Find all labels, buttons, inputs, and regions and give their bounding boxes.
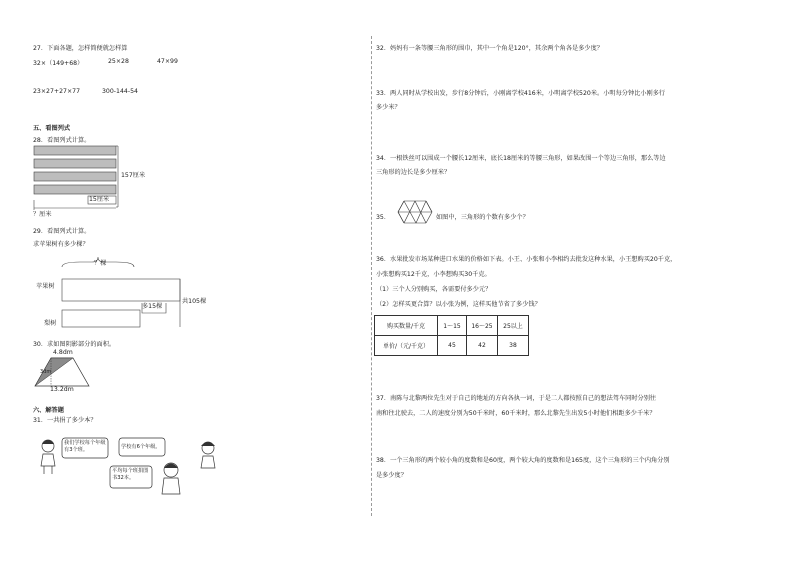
- section6-title: 六、解答题: [33, 407, 64, 414]
- q37-line1: 37．南陈与北黎两位先生对于自己的地址的方向各执一词，于是二人都按照自己的想法驾车同时分别往: [376, 395, 657, 402]
- q28-bar-3: [34, 172, 116, 181]
- q37-line2: 南和往北驶去，二人的速度分别为50千米时，60千米时，那么北黎先生出发5小时他们相距多少千米？: [376, 410, 656, 417]
- table-cell: 购买数量/千克: [375, 316, 438, 336]
- q27-expr-3: 47×99: [157, 58, 178, 65]
- q30-top-label: 4.8dm: [53, 349, 73, 356]
- q29-bar-diagram: [50, 255, 190, 330]
- q28-part-label: 15厘米: [89, 196, 110, 203]
- table-cell: 38: [498, 336, 529, 356]
- q34-line1: 34．一根铁丝可以围成一个腰长12厘米，底长18厘米的等腰三角形，如果改围一个等边三角形，那么等边: [376, 155, 666, 162]
- q30-title: 30．求如图阴影部分的面积。: [33, 341, 116, 348]
- q29-question: 求苹果树有多少棵？: [33, 241, 89, 248]
- table-header-row: [375, 316, 529, 336]
- q27-expr-2: 25×28: [108, 58, 129, 65]
- q28-total-label: 157厘米: [121, 172, 146, 179]
- q34-line2: 三角形的边长是多少厘米？: [376, 169, 451, 176]
- q35-text: 如图中，三角形的个数有多少个？: [436, 214, 529, 221]
- q31-person1-body: [41, 454, 55, 466]
- q29-less-label: 多15棵: [142, 303, 163, 310]
- table-row: [375, 336, 529, 356]
- q29-total-label: 共105棵: [182, 298, 207, 305]
- q31-bubble1-text: 我们学校每个年级有3个班。: [64, 440, 106, 453]
- q31-person2-body: [201, 456, 215, 468]
- q38-line2: 是多少度？: [376, 472, 407, 479]
- q28-unknown-label: ？厘米: [33, 211, 52, 218]
- q29-pear-label: 梨树: [44, 320, 57, 327]
- q27-title: 27．下面各题，怎样简便就怎样算: [33, 45, 128, 52]
- q36-line1: 36．水果批发市场某种进口水果的价格如下表。小王、小张和小李相约去批发这种水果，小王想购买20千克，: [376, 256, 677, 263]
- q31-person3-body: [162, 478, 180, 494]
- q27-expr-5: 300-144-54: [102, 88, 138, 95]
- q31-title: 31．一共捐了多少本？: [33, 417, 97, 424]
- q33-line2: 多少米？: [376, 104, 401, 111]
- q32-text: 32．妈妈有一条等腰三角形的围巾，其中一个角是120°，其余两个角各是多少度？: [376, 45, 603, 52]
- q29-unknown-label: ？棵: [94, 260, 107, 267]
- q27-expr-1: 32×（149+68）: [33, 60, 84, 67]
- q36-price-table: [374, 315, 529, 356]
- q28-bar-2: [34, 159, 116, 168]
- table-cell: 42: [467, 336, 498, 356]
- q28-bar-1: [34, 146, 116, 155]
- table-cell: 1～15: [438, 316, 467, 336]
- table-cell: 45: [438, 336, 467, 356]
- q29-pear-bar: [62, 310, 140, 327]
- q30-height-label: 3dm: [40, 369, 52, 375]
- q35-number: 35．: [376, 214, 391, 221]
- section5-title: 五、看图列式: [33, 125, 71, 132]
- q33-line1: 33．两人同时从学校出发，步行8分钟后，小刚离学校416米，小明离学校520米。小明每分钟比小刚多行: [376, 90, 666, 97]
- table-cell: 16～25: [467, 316, 498, 336]
- q35-triangle-figure: [394, 199, 436, 225]
- q28-bar-diagram: [30, 144, 190, 218]
- q27-expr-4: 23×27+27×77: [33, 88, 81, 95]
- table-cell: 单价/（元/千克）: [375, 336, 438, 356]
- column-divider: [371, 36, 372, 516]
- q31-bubble2-text: 学校有6个年级。: [121, 444, 161, 450]
- q29-apple-label: 苹果树: [36, 283, 55, 290]
- q28-title: 28．看图列式计算。: [33, 137, 91, 144]
- q29-apple-bar: [62, 279, 180, 301]
- q36-sub2: （2）怎样买更合算？以小张为例，这样买他节省了多少钱？: [376, 301, 541, 308]
- q36-line2: 小张想购买12千克，小李想购买30千克。: [376, 271, 491, 278]
- table-cell: 25以上: [498, 316, 529, 336]
- q28-bar-4: [34, 185, 116, 194]
- q29-title: 29．看图列式计算。: [33, 228, 91, 235]
- q36-sub1: （1）三个人分别购买，各需要付多少元？: [376, 286, 492, 293]
- q30-bottom-label: 13.2dm: [50, 386, 74, 393]
- q38-line1: 38．一个三角形的两个较小角的度数和是60度，两个较大角的度数和是165度，这个三角形的三个内角分别: [376, 457, 670, 464]
- q31-bubble3-text: 平均每个班捐图书32本。: [112, 468, 149, 481]
